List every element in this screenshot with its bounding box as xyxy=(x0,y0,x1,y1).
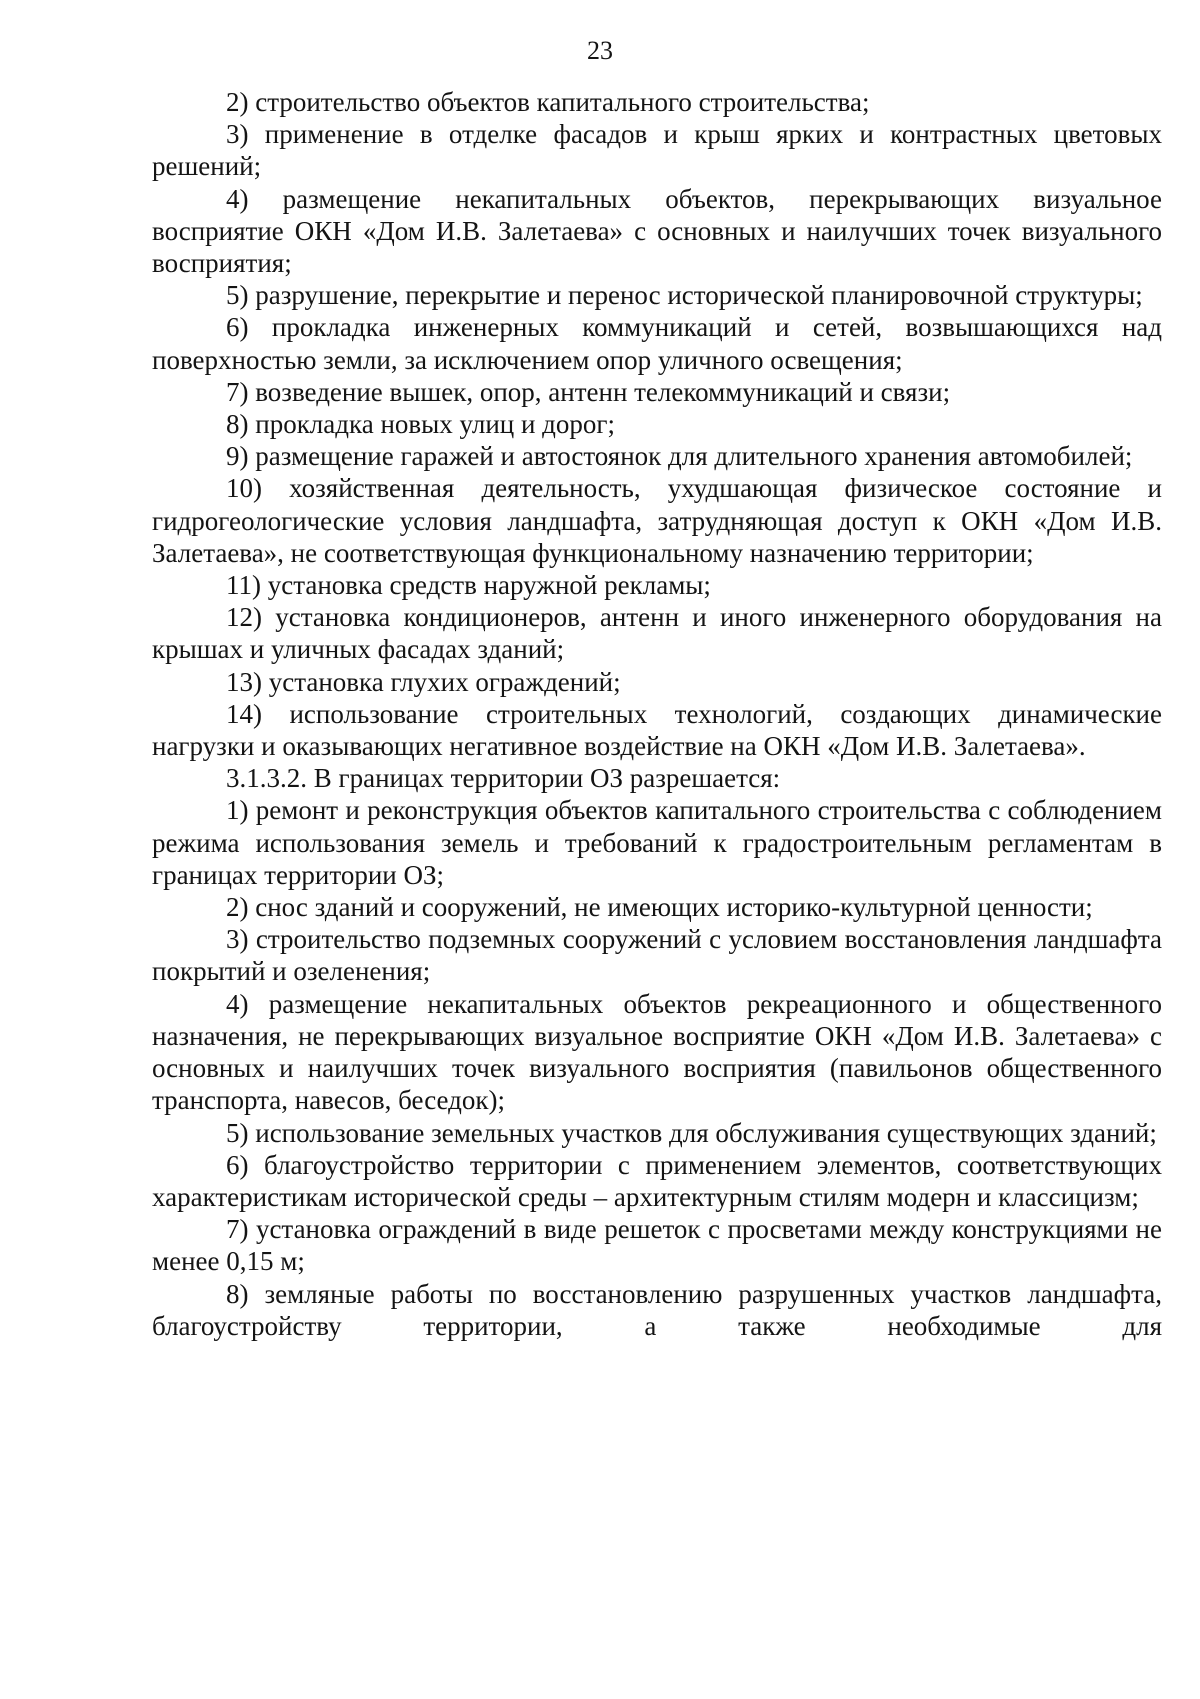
paragraph-prohibited-11: 11) установка средств наружной рекламы; xyxy=(226,570,711,601)
paragraph-permitted-8: 8) земляные работы по восстановлению разрушенных участков ландшафта, благоустройству территории, а также необходимые для xyxy=(152,1278,1162,1341)
paragraph-prohibited-2: 2) строительство объектов капитального строительства; xyxy=(226,87,870,117)
document-body xyxy=(152,86,1162,1342)
paragraph-prohibited-14: 14) использование строительных технологий, создающих динамические нагрузки и оказывающих негативное воздействие на ОКН «Дом И.В. Залетаева». xyxy=(152,698,1162,762)
paragraph-prohibited-3: 3) применение в отделке фасадов и крыш ярких и контрастных цветовых решений; xyxy=(152,119,1162,182)
paragraph-prohibited-8: 8) прокладка новых улиц и дорог; xyxy=(226,409,615,440)
paragraph-permitted-4: 4) размещение некапитальных объектов рекреационного и общественного назначения, не перекрывающих визуальное восприятие ОКН «Дом И.В. Залетаева» с основных и наилучших точек визуального восприятия (павильонов общественного транспорта, навесов, беседок); xyxy=(152,988,1162,1116)
paragraph-prohibited-6: 6) прокладка инженерных коммуникаций и сетей, возвышающихся над поверхностью земли, за исключением опор уличного освещения; xyxy=(152,312,1162,375)
paragraph-permitted-7: 7) установка ограждений в виде решеток с просветами между конструкциями не менее 0,15 м; xyxy=(152,1214,1162,1277)
paragraph-prohibited-9: 9) размещение гаражей и автостоянок для длительного хранения автомобилей; xyxy=(226,441,1133,472)
paragraph-prohibited-7: 7) возведение вышек, опор, антенн телекоммуникаций и связи; xyxy=(226,376,951,407)
paragraph-permitted-6: 6) благоустройство территории с применением элементов, соответствующих характеристикам исторической среды – архитектурным стилям модерн и классицизм; xyxy=(152,1149,1162,1212)
paragraph-permitted-5: 5) использование земельных участков для обслуживания существующих зданий; xyxy=(226,1117,1157,1148)
section-heading-3-1-3-2: 3.1.3.2. В границах территории ОЗ разрешается: xyxy=(226,763,781,794)
paragraph-prohibited-5: 5) разрушение, перекрытие и перенос исторической планировочной структуры; xyxy=(226,280,1143,311)
paragraph-prohibited-10: 10) хозяйственная деятельность, ухудшающая физическое состояние и гидрогеологические условия ландшафта, затрудняющая доступ к ОКН «Дом И.В. Залетаева», не соответствующая функциональному назначению территории; xyxy=(152,473,1162,568)
paragraph-permitted-2: 2) снос зданий и сооружений, не имеющих историко-культурной ценности; xyxy=(226,892,1093,923)
paragraph-prohibited-12: 12) установка кондиционеров, антенн и иного инженерного оборудования на крышах и уличных фасадах зданий; xyxy=(152,602,1162,665)
paragraph-prohibited-13: 13) установка глухих ограждений; xyxy=(226,666,621,697)
paragraph-permitted-3: 3) строительство подземных сооружений с условием восстановления ландшафта покрытий и озеленения; xyxy=(152,924,1162,987)
paragraph-permitted-1: 1) ремонт и реконструкция объектов капитального строительства с соблюдением режима использования земель и требований к градостроительным регламентам в границах территории ОЗ; xyxy=(152,795,1162,890)
page-number: 23 xyxy=(587,36,613,65)
paragraph-prohibited-4: 4) размещение некапитальных объектов, перекрывающих визуальное восприятие ОКН «Дом И.В. Залетаева» с основных и наилучших точек визуального восприятия; xyxy=(152,183,1162,279)
